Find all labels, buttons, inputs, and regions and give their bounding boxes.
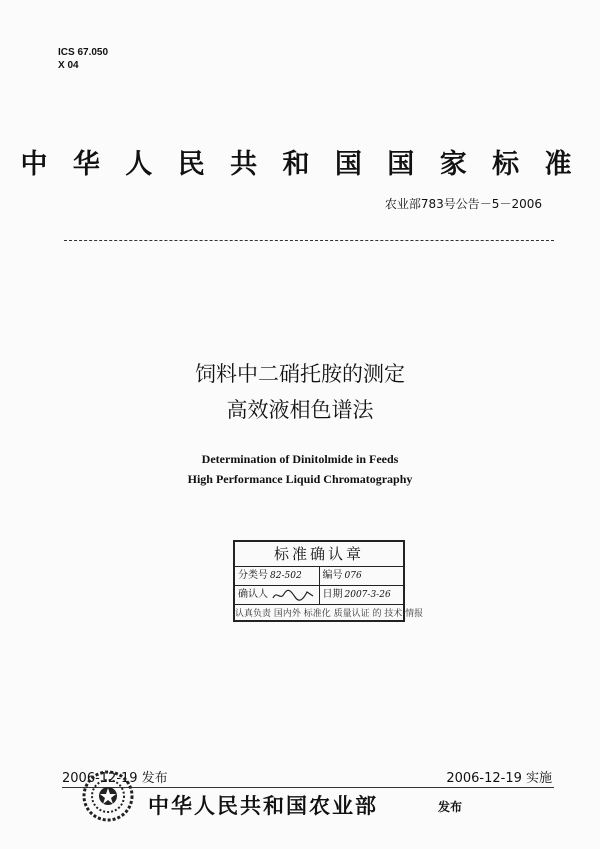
ministry-emblem-icon <box>82 770 134 822</box>
stamp-date-cell <box>320 586 404 604</box>
stamp-date-label: 日期 <box>322 589 343 600</box>
standard-type-title: 中 华 人 民 共 和 国 国 家 标 准 <box>20 149 580 180</box>
stamp-heading: 标准确认章 <box>235 542 403 567</box>
title-cn-line1: 饲料中二硝托胺的测定 <box>195 362 405 386</box>
ccs-code: X 04 <box>58 60 79 71</box>
title-en-line1: Determination of Dinitolmide in Feeds <box>201 452 399 466</box>
stamp-confirmer-label: 确认人 <box>238 589 268 600</box>
ics-code: ICS 67.050 <box>58 47 109 58</box>
title-en-line2: High Performance Liquid Chromatography <box>187 472 413 486</box>
stamp-code-label: 编号 <box>322 570 343 581</box>
stamp-date-value: 2007-3-26 <box>344 590 391 600</box>
handwritten-signature <box>271 588 315 602</box>
confirmation-stamp <box>233 540 424 622</box>
stamp-code-value: 076 <box>344 571 362 581</box>
stamp-footer: 认真负责 国内外 标准化 质量认证 的 技术 情报 <box>235 609 424 619</box>
stamp-category-cell <box>235 567 320 585</box>
stamp-row-2 <box>235 586 403 605</box>
implement-date: 2006-12-19 实施 <box>446 771 552 786</box>
publisher-action: 发布 <box>438 800 463 814</box>
stamp-category-label: 分类号 <box>238 570 268 581</box>
standard-number: 农业部783号公告－5－2006 <box>384 197 542 211</box>
stamp-code-cell <box>320 567 404 585</box>
stamp-confirmer-cell <box>235 586 320 604</box>
issue-date: 2006-12-19 发布 <box>62 771 168 786</box>
classification-codes <box>58 46 108 72</box>
stamp-category-value: 82-502 <box>270 571 302 581</box>
stamp-row-1 <box>235 567 403 586</box>
date-divider <box>62 787 554 788</box>
publisher-name: 中华人民共和国农业部 <box>148 794 378 818</box>
title-cn-line2: 高效液相色谱法 <box>226 398 374 422</box>
header-divider <box>64 240 554 241</box>
